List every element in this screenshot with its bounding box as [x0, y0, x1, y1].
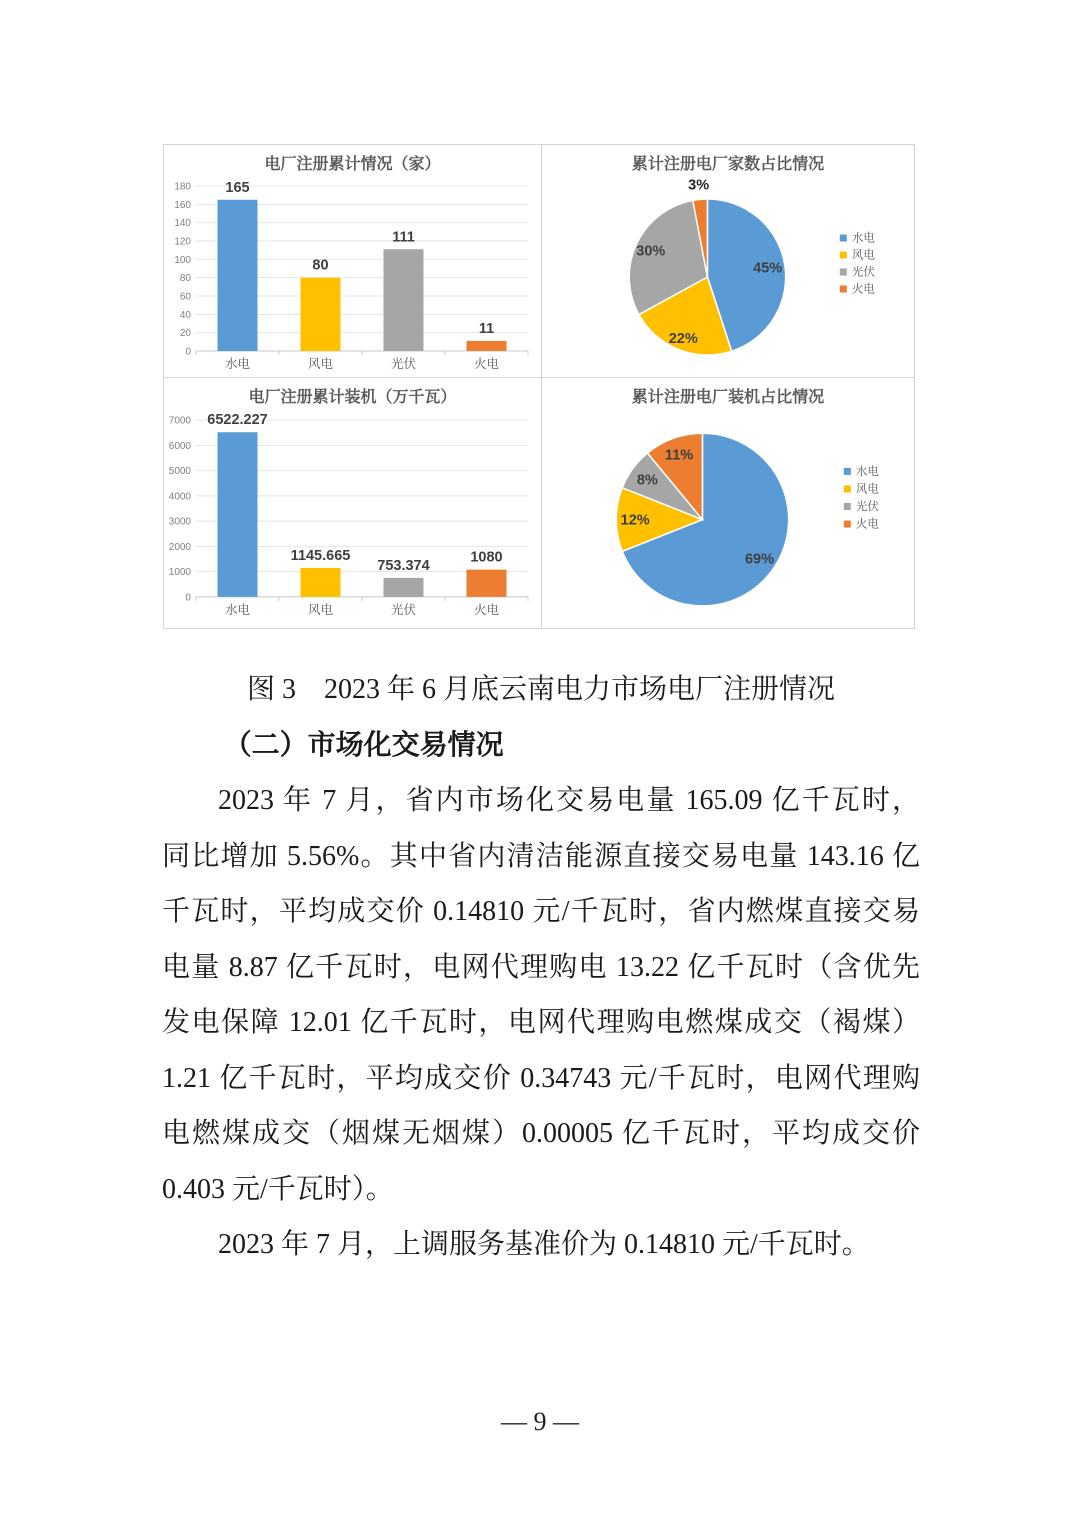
- paragraph-line: 电燃煤成交（烟煤无烟煤）0.00005 亿千瓦时，平均成交价: [162, 1118, 920, 1149]
- bar-solar: [384, 249, 424, 351]
- legend-label: 风电: [855, 483, 879, 496]
- bar-value-label: 1145.665: [290, 547, 351, 564]
- paragraph-line: 发电保障 12.01 亿千瓦时，电网代理购电燃煤成交（褐煤）: [162, 1007, 920, 1038]
- chart-title: 电厂注册累计情况（家）: [264, 156, 441, 173]
- pie-percent-label: 8%: [636, 472, 658, 489]
- bar-thermal: [467, 570, 507, 597]
- pie-percent-label: 30%: [636, 243, 666, 260]
- legend-label: 光伏: [851, 266, 875, 279]
- panel-plant-count-bar: [164, 145, 542, 378]
- y-axis-tick-label: 5000: [168, 466, 191, 478]
- bar-value-label: 165: [225, 179, 250, 196]
- y-axis-tick-label: 40: [179, 309, 191, 321]
- legend-swatch-hydro: [840, 235, 847, 242]
- legend-label: 风电: [851, 249, 875, 262]
- y-axis-tick-label: 1000: [168, 567, 191, 579]
- paragraph-line: 2023 年 7 月，省内市场化交易电量 165.09 亿千瓦时，: [218, 785, 920, 816]
- pie-percent-label: 22%: [668, 330, 698, 347]
- x-axis-category-label: 水电: [225, 602, 250, 617]
- figure-caption: 图 3 2023 年 6 月底云南电力市场电厂注册情况: [246, 674, 835, 705]
- pie-percent-label: 3%: [688, 177, 710, 194]
- bar-value-label: 1080: [470, 549, 503, 566]
- y-axis-tick-label: 4000: [168, 491, 191, 503]
- y-axis-tick-label: 20: [179, 328, 191, 340]
- y-axis-tick-label: 140: [174, 218, 191, 230]
- legend-label: 水电: [855, 465, 879, 478]
- chart-title: 累计注册电厂家数占比情况: [631, 155, 825, 173]
- pie-chart-plant-count-share: [542, 145, 914, 377]
- x-axis-category-label: 火电: [474, 602, 499, 617]
- body-text-block: [162, 662, 920, 1273]
- paragraph-line: 0.403 元/千瓦时）。: [162, 1173, 394, 1205]
- paragraph-line: 2023 年 7 月，上调服务基准价为 0.14810 元/千瓦时。: [218, 1229, 870, 1260]
- panel-capacity-bar: [164, 378, 542, 628]
- legend-swatch-thermal: [844, 521, 851, 528]
- legend-label: 火电: [851, 283, 875, 296]
- legend-label: 光伏: [855, 501, 879, 514]
- bar-chart-plant-count: [164, 145, 541, 377]
- paragraph-line: 千瓦时，平均成交价 0.14810 元/千瓦时，省内燃煤直接交易: [162, 896, 920, 927]
- legend-swatch-solar: [840, 269, 847, 276]
- pie-percent-label: 45%: [753, 260, 783, 277]
- y-axis-tick-label: 100: [174, 254, 191, 266]
- paragraph-line: 1.21 亿千瓦时，平均成交价 0.34743 元/千瓦时，电网代理购: [162, 1062, 920, 1094]
- pie-percent-label: 11%: [664, 447, 694, 464]
- legend-swatch-wind: [844, 485, 851, 492]
- bar-hydro: [218, 432, 258, 597]
- chart-title: 电厂注册累计装机（万千瓦）: [248, 388, 457, 407]
- x-axis-category-label: 光伏: [390, 357, 417, 371]
- bar-value-label: 6522.227: [207, 412, 268, 429]
- y-axis-tick-label: 0: [185, 346, 191, 358]
- x-axis-category-label: 风电: [307, 357, 334, 371]
- y-axis-tick-label: 0: [185, 592, 191, 604]
- y-axis-tick-label: 3000: [168, 516, 191, 528]
- panel-plant-count-pie: [542, 145, 914, 378]
- legend-label: 水电: [851, 232, 875, 245]
- section-heading: （二）市场化交易情况: [223, 729, 504, 761]
- bar-wind: [301, 568, 341, 597]
- pie-percent-label: 12%: [620, 512, 650, 529]
- bar-value-label: 753.374: [377, 557, 430, 574]
- bar-hydro: [218, 200, 258, 351]
- legend-label: 火电: [855, 518, 879, 531]
- bar-value-label: 80: [312, 257, 329, 274]
- page-number: — 9 —: [501, 1407, 579, 1436]
- y-axis-tick-label: 6000: [168, 440, 191, 452]
- bar-wind: [301, 278, 341, 351]
- chart-title: 累计注册电厂装机占比情况: [631, 388, 825, 407]
- y-axis-tick-label: 60: [179, 291, 191, 303]
- legend-swatch-hydro: [844, 468, 851, 475]
- pie-chart-capacity-share: [542, 378, 914, 628]
- bar-value-label: 11: [478, 320, 495, 337]
- bar-solar: [384, 578, 424, 597]
- legend-swatch-solar: [844, 503, 851, 510]
- legend-swatch-wind: [840, 252, 847, 259]
- x-axis-category-label: 水电: [224, 357, 251, 371]
- bar-thermal: [467, 341, 507, 351]
- x-axis-category-label: 火电: [473, 357, 500, 371]
- y-axis-tick-label: 80: [179, 273, 191, 285]
- figure-chart-grid: [163, 144, 915, 629]
- bar-value-label: 111: [392, 229, 415, 246]
- y-axis-tick-label: 160: [174, 199, 191, 211]
- pie-percent-label: 69%: [744, 551, 775, 568]
- y-axis-tick-label: 7000: [168, 415, 191, 427]
- x-axis-category-label: 光伏: [391, 602, 416, 617]
- legend-swatch-thermal: [840, 286, 847, 293]
- panel-capacity-pie: [542, 378, 914, 628]
- y-axis-tick-label: 2000: [168, 541, 191, 553]
- paragraph-line: 电量 8.87 亿千瓦时，电网代理购电 13.22 亿千瓦时（含优先: [162, 951, 920, 983]
- bar-chart-installed-capacity: [164, 378, 541, 628]
- paragraph-line: 同比增加 5.56%。其中省内清洁能源直接交易电量 143.16 亿: [162, 840, 920, 872]
- x-axis-category-label: 风电: [308, 602, 333, 617]
- y-axis-tick-label: 120: [174, 236, 191, 248]
- y-axis-tick-label: 180: [174, 181, 191, 193]
